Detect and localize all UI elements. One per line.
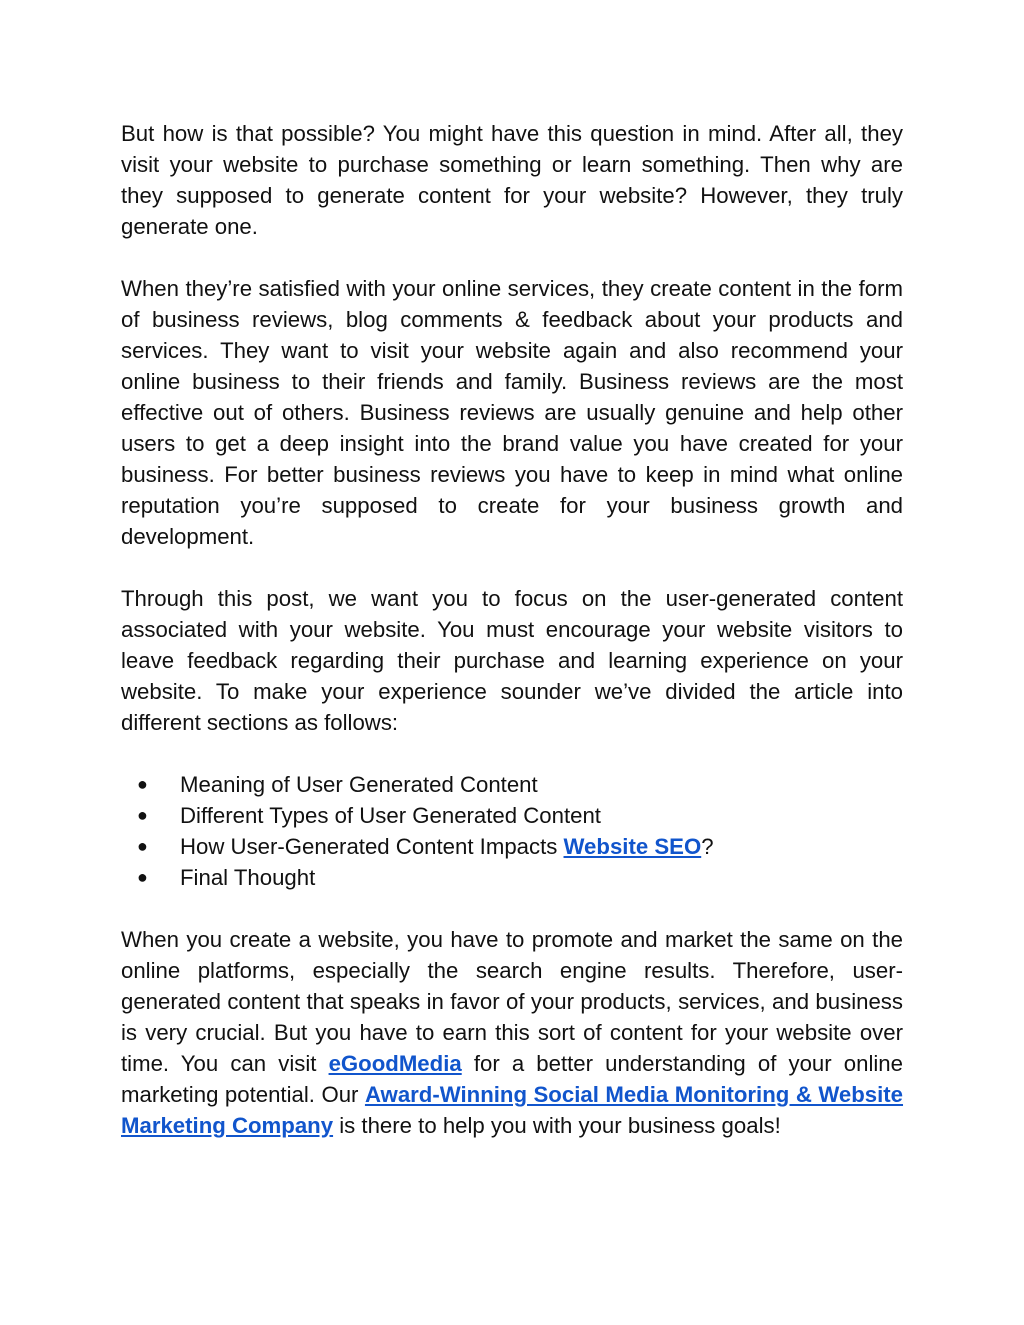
sections-list bbox=[121, 769, 903, 893]
paragraph-intro: But how is that possible? You might have this question in mind. After all, they visit your website to purchase something or learn something. Then why are they supposed to generate content for your website? However, they truly generate one. bbox=[121, 121, 903, 239]
paragraph-business-reviews: When they’re satisfied with your online services, they create content in the form of business reviews, blog comments & feedback about your products and services. They want to visit your website again and also recommend your online business to their friends and family. Business reviews are the most effective out of others. Business reviews are usually genuine and help other users to get a deep insight into the brand value you have created for your business. For better business reviews you have to keep in mind what online reputation you’re supposed to create for your business growth and development. bbox=[121, 276, 903, 549]
closing-text-3: is there to help you with your business goals! bbox=[333, 1113, 781, 1138]
bullet-icon: ● bbox=[137, 836, 148, 856]
list-item-text: Meaning of User Generated Content bbox=[180, 772, 538, 797]
list-item-text: Different Types of User Generated Content bbox=[180, 803, 601, 828]
bullet-icon: ● bbox=[137, 774, 148, 794]
closing-text-1: When you create a website, you have to promote and market the same on the online platforms, especially the search engine results. Therefore, user-generated content that speaks in favor of your products, services, and business is very crucial. But you have to earn this sort of content for your website over time. You can visit bbox=[121, 927, 903, 1076]
list-item bbox=[137, 862, 903, 893]
closing-text-2: for a better understanding of your online marketing potential. Our bbox=[121, 1051, 903, 1107]
bullet-icon: ● bbox=[137, 867, 148, 887]
paragraph-closing bbox=[121, 924, 903, 1141]
paragraph-post-focus: Through this post, we want you to focus on the user-generated content associated with your website. You must encourage your website visitors to leave feedback regarding their purchase and learning experience on your website. To make your experience sounder we’ve divided the article into different sections as follows: bbox=[121, 586, 903, 735]
bullet-icon: ● bbox=[137, 805, 148, 825]
egoodmedia-link[interactable]: eGoodMedia bbox=[328, 1051, 462, 1076]
award-winning-company-link[interactable]: Award-Winning Social Media Monitoring & Website Marketing Company bbox=[121, 1082, 904, 1138]
document-page bbox=[121, 118, 903, 1172]
list-item bbox=[137, 800, 903, 831]
list-item-text-suffix: ? bbox=[701, 834, 714, 859]
list-item-text: Final Thought bbox=[180, 865, 316, 890]
list-item-text: How User-Generated Content Impacts bbox=[180, 834, 564, 859]
website-seo-link[interactable]: Website SEO bbox=[563, 834, 702, 859]
list-item bbox=[137, 831, 903, 862]
list-item bbox=[137, 769, 903, 800]
